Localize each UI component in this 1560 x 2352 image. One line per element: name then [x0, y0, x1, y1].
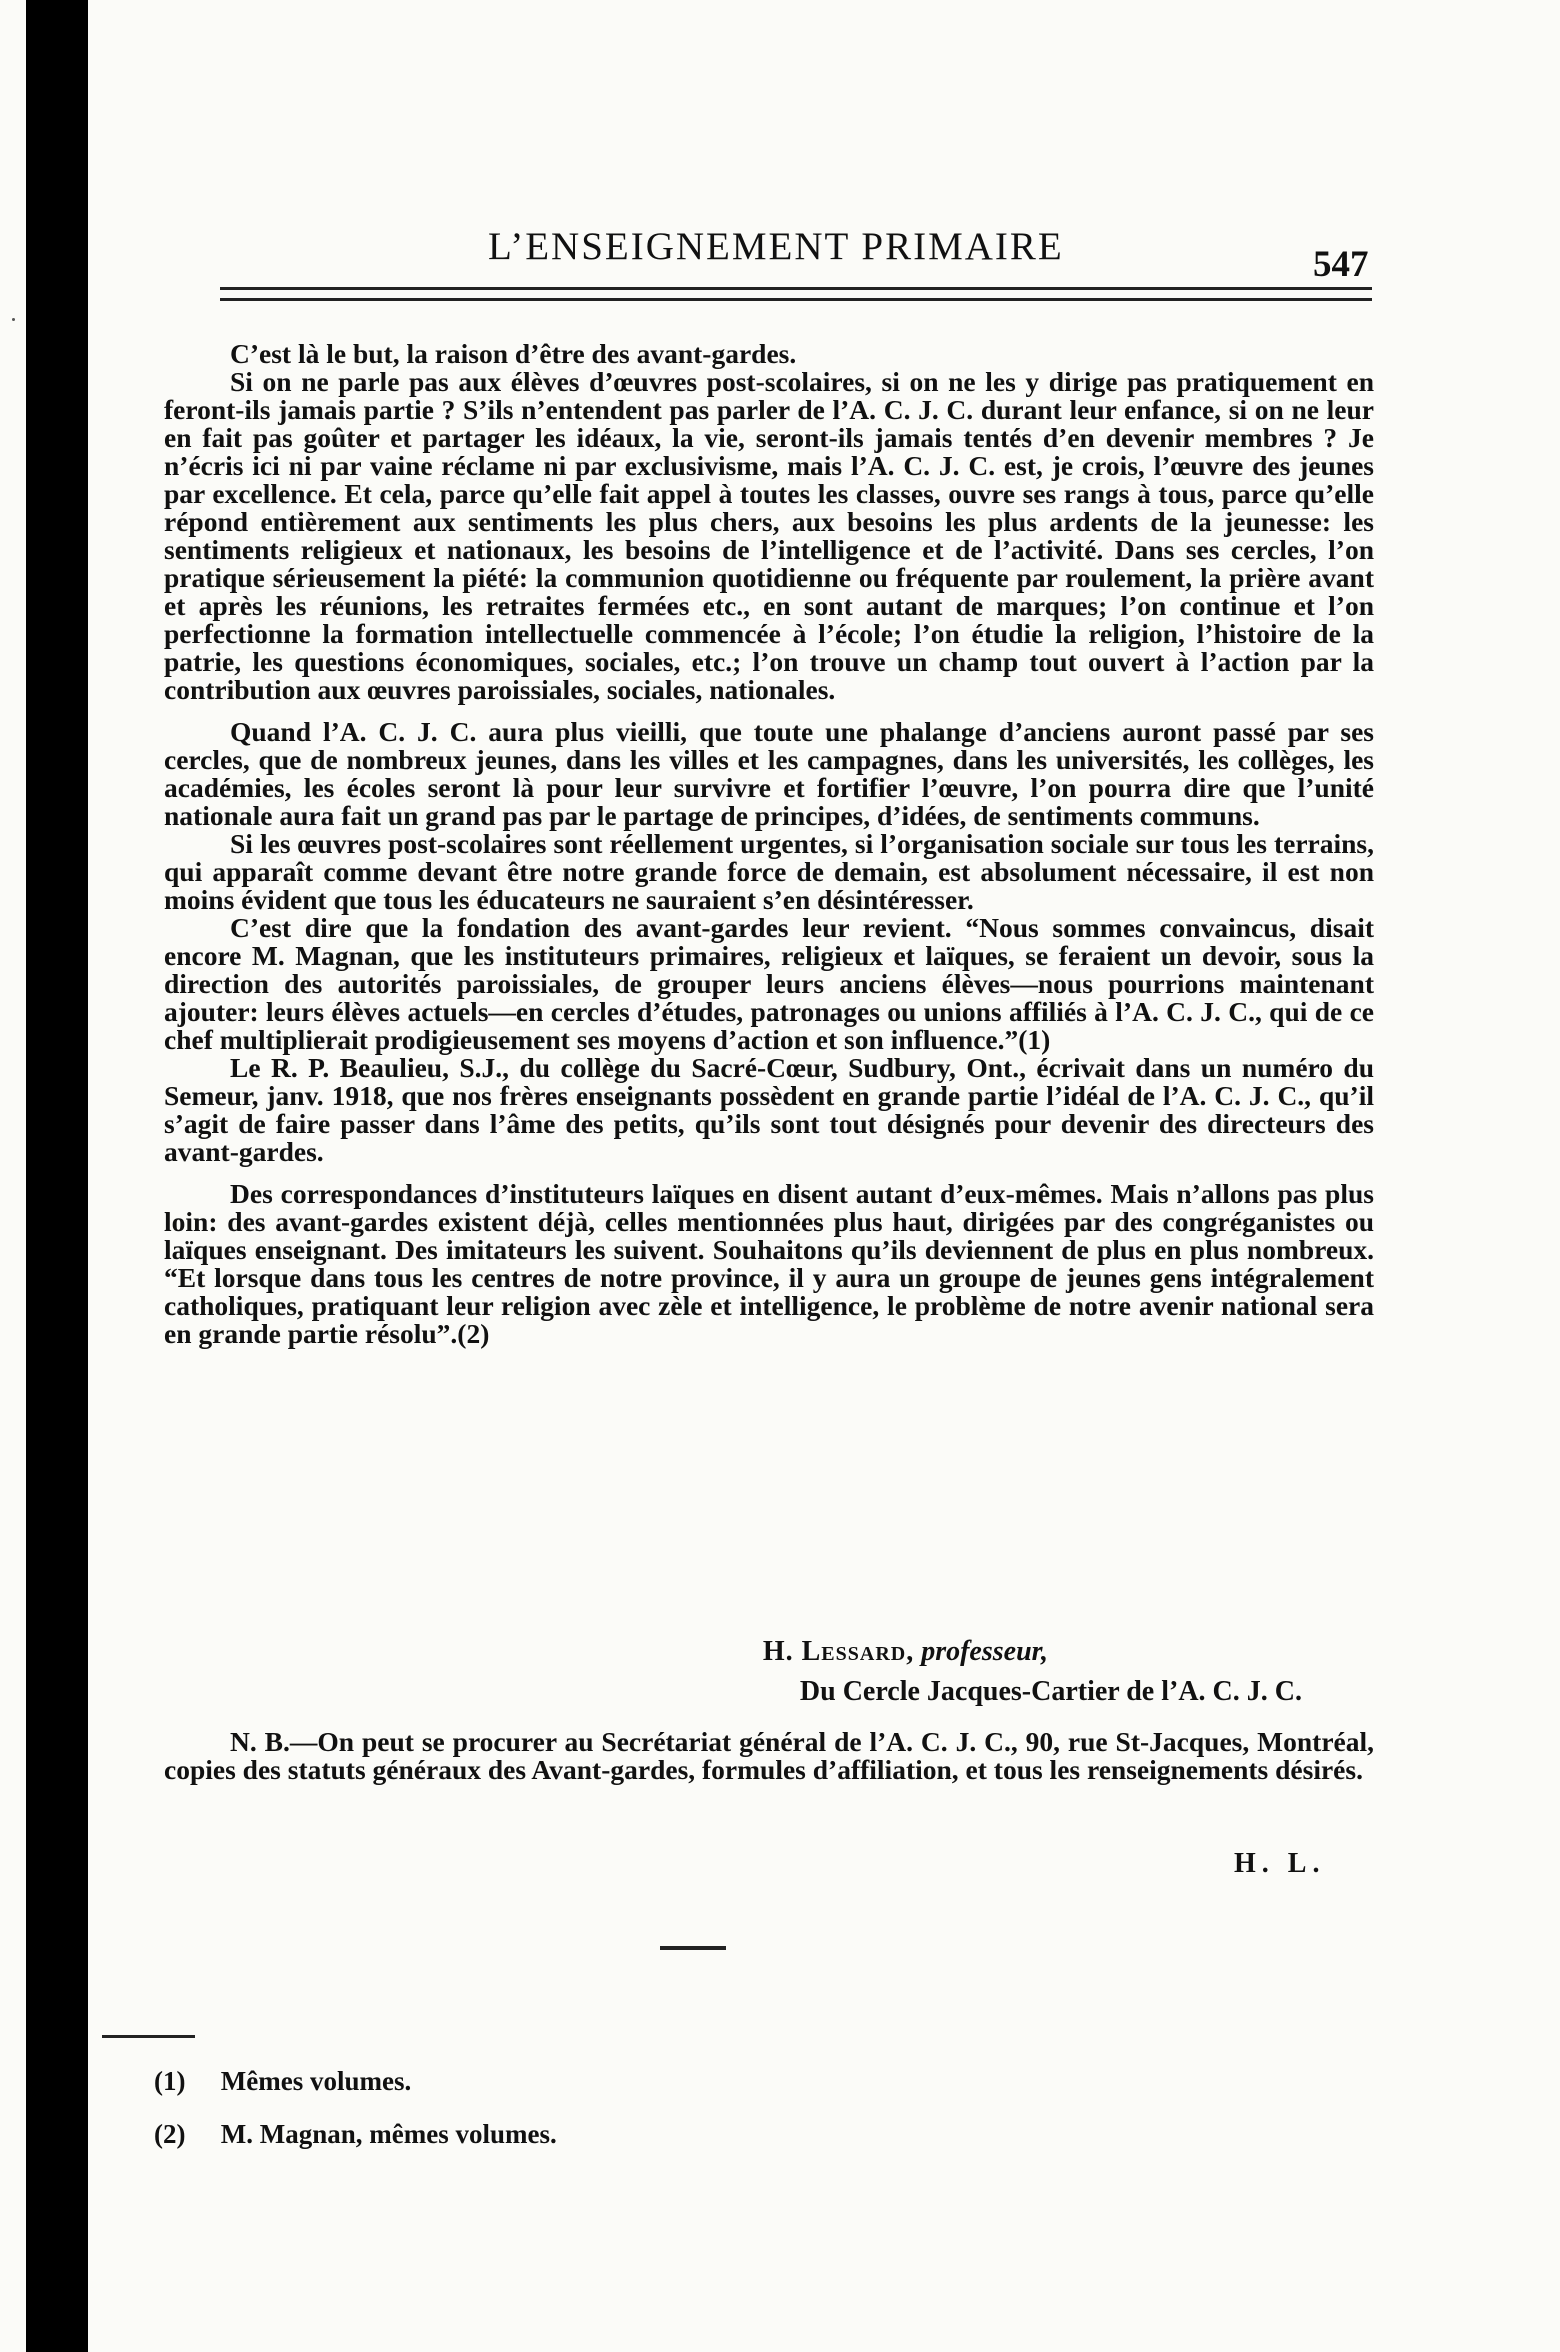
nota-bene: [164, 1728, 1374, 1784]
footnote: [154, 2119, 557, 2150]
paragraph: C’est là le but, la raison d’être des avant-gardes.: [230, 338, 797, 369]
closing-initials: H. L.: [1234, 1848, 1326, 1879]
footnote-rule: [102, 2035, 195, 2038]
paragraph: Quand l’A. C. J. C. aura plus vieilli, que toute une phalange d’anciens auront passé par ses cercles, que de nombreux jeunes, dans les villes et les campagnes, dans les universités, les collèges, les académies, les écoles seront là pour leur survivre et fortifier l’œuvre, l’on pourra dire que l’unité nationale aura fait un grand pas par le partage de principes, d’idées, de sentiments communs.: [164, 716, 1374, 831]
document-page: [88, 0, 1560, 2352]
article-body: [164, 340, 1374, 1348]
author-title: professeur,: [921, 1636, 1048, 1667]
paragraph: Si les œuvres post-scolaires sont réellement urgentes, si l’organisation sociale sur tous les terrains, qui apparaît comme devant être notre grande force de demain, est absolument nécessaire, il est non moins évident que tous les éducateurs ne sauraient s’en désintéresser.: [164, 828, 1374, 915]
author-name: H. Lessard,: [762, 1636, 915, 1667]
paragraph: Si on ne parle pas aux élèves d’œuvres post-scolaires, si on ne les y dirige pas pratiquement en feront-ils jamais partie ? S’ils n’entendent pas parler de l’A. C. J. C. durant leur enfance, si on ne leur en fait pas goûter et partager les idéaux, la vie, seront-ils jamais tentés d’en devenir membres ? Je n’écris ici ni par vaine réclame ni par exclusivisme, mais l’A. C. J. C. est, je crois, l’œuvre des jeunes par excellence. Et cela, parce qu’elle fait appel à toutes les classes, ouvre ses rangs à tous, parce qu’elle répond entièrement aux sentiments les plus chers, aux besoins les plus ardents de la jeunesse: les sentiments religieux et nationaux, les besoins de l’intelligence et de l’activité. Dans ses cercles, l’on pratique sérieusement la piété: la communion quotidienne ou fréquente par roulement, la prière avant et après les réunions, les retraites fermées etc., en sont autant de marques; l’on continue et l’on perfectionne la formation intellectuelle commencée à l’école; l’on étudie la religion, l’histoire de la patrie, les questions économiques, sociales, etc.; l’on trouve un champ tout ouvert à l’action par la contribution aux œuvres paroissiales, sociales, nationales.: [164, 366, 1374, 705]
nota-bene-text: N. B.—On peut se procurer au Secrétariat général de l’A. C. J. C., 90, rue St-Jacques, Montréal, copies des statuts généraux des Avant-gardes, formules d’affiliation, et tous les renseignements désirés.: [164, 1726, 1374, 1785]
paragraph: Le R. P. Beaulieu, S.J., du collège du Sacré-Cœur, Sudbury, Ont., écrivait dans un numéro du Semeur, janv. 1918, que nos frères enseignants possèdent en grande partie l’idéal de l’A. C. J. C., qu’il s’agit de faire passer dans l’âme des petits, qu’ils sont tout désignés pour devenir des directeurs des avant-gardes.: [164, 1052, 1374, 1167]
paragraph: C’est dire que la fondation des avant-gardes leur revient. “Nous sommes convaincus, disait encore M. Magnan, que les instituteurs primaires, religieux et laïques, se feraient un devoir, sous la direction des autorités paroissiales, de grouper leurs anciens élèves—nous pourrions maintenant ajouter: leurs élèves actuels—en cercles d’études, patronages ou unions affiliés à l’A. C. J. C., qui de ce chef multiplierait prodigieusement ses moyens d’action et son influence.”(1): [164, 912, 1374, 1055]
adjacent-page-edge: [0, 0, 26, 2352]
page-number: 547: [1313, 244, 1369, 285]
footnote-mark: (2): [154, 2119, 186, 2149]
footnote-mark: (1): [154, 2066, 186, 2096]
scan-speck: [12, 318, 15, 321]
paragraph: Des correspondances d’instituteurs laïques en disent autant d’eux-mêmes. Mais n’allons pas plus loin: des avant-gardes existent déjà, celles mentionnées plus haut, dirigées par des congréganistes ou laïques enseignant. Des imitateurs les suivent. Souhaitons qu’ils deviennent de plus en plus nombreux. “Et lorsque dans tous les centres de notre province, il y aura un groupe de jeunes gens intégralement catholiques, pratiquant leur religion avec zèle et intelligence, le problème de notre avenir national sera en grande partie résolu”.(2): [164, 1178, 1374, 1349]
end-of-article-rule: [660, 1946, 726, 1950]
footnote: [154, 2066, 411, 2097]
footnote-text: Mêmes volumes.: [220, 2066, 412, 2096]
signature-name: [88, 1636, 1048, 1668]
signature-affiliation: Du Cercle Jacques-Cartier de l’A. C. J. C.: [799, 1676, 1302, 1707]
header-double-rule: [220, 287, 1372, 301]
footnote-text: M. Magnan, mêmes volumes.: [220, 2119, 557, 2149]
running-title: L’ENSEIGNEMENT PRIMAIRE: [488, 225, 1064, 268]
